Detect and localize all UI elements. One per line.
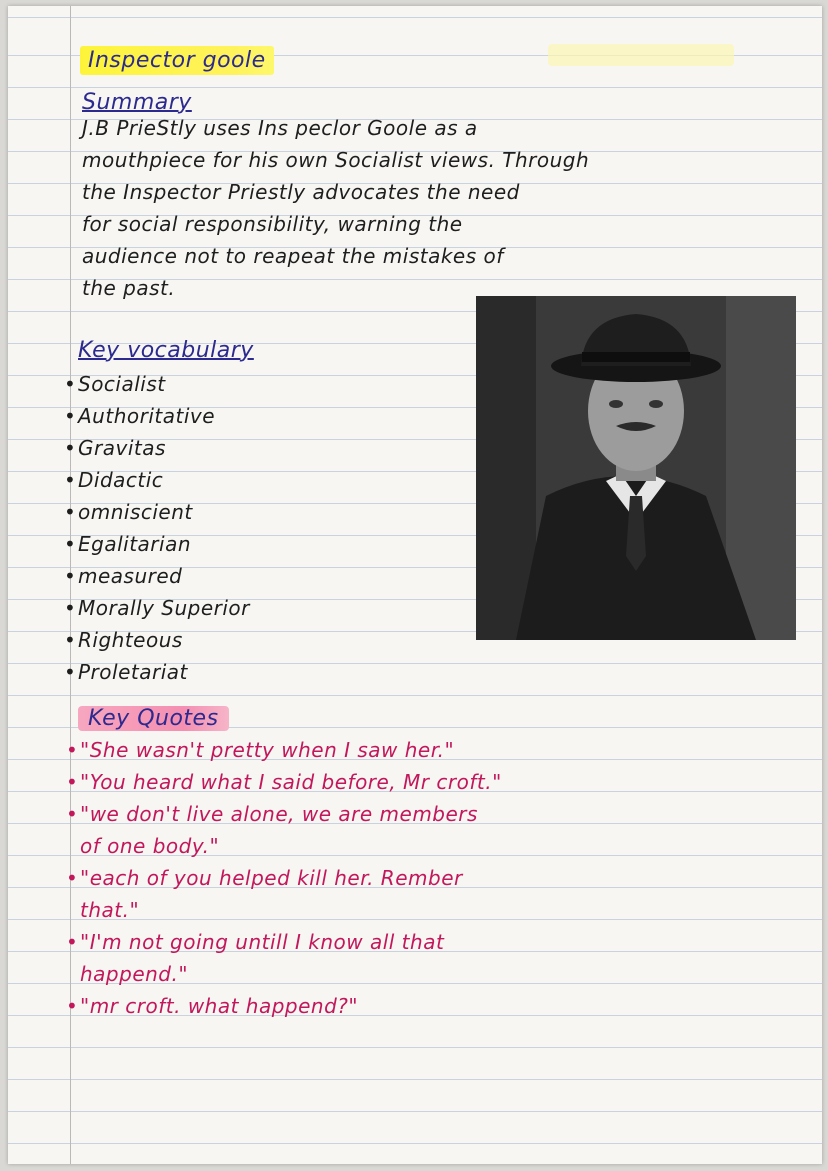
quote-line: of one body.": [80, 834, 220, 858]
man-in-hat-photo: [476, 296, 796, 640]
summary-line: the Inspector Priestly advocates the need: [82, 180, 520, 204]
quote-line: •"we don't live alone, we are members: [66, 802, 478, 826]
faint-highlight: [548, 44, 734, 66]
quote-line: •"I'm not going untill I know all that: [66, 930, 445, 954]
vocabulary-item: •Morally Superior: [64, 596, 250, 620]
quote-line: that.": [80, 898, 140, 922]
vocabulary-item: •Egalitarian: [64, 532, 192, 556]
quote-line: •"She wasn't pretty when I saw her.": [66, 738, 455, 762]
vocabulary-item: •Gravitas: [64, 436, 166, 460]
quotes-heading: Key Quotes: [78, 706, 229, 731]
summary-line: the past.: [82, 276, 176, 300]
quote-line: •"mr croft. what happend?": [66, 994, 359, 1018]
vocabulary-item: •Socialist: [64, 372, 166, 396]
vocabulary-item: •Righteous: [64, 628, 183, 652]
summary-line: audience not to reapeat the mistakes of: [82, 244, 504, 268]
summary-line: J.B PrieStly uses Ins peclor Goole as a: [82, 116, 478, 140]
vocabulary-item: •Authoritative: [64, 404, 216, 428]
vocabulary-item: •measured: [64, 564, 183, 588]
page-title: Inspector goole: [80, 46, 274, 75]
portrait-illustration: [476, 296, 796, 640]
summary-line: for social responsibility, warning the: [82, 212, 463, 236]
quote-line: •"each of you helped kill her. Rember: [66, 866, 463, 890]
quote-line: •"You heard what I said before, Mr croft.": [66, 770, 502, 794]
vocabulary-item: •Didactic: [64, 468, 164, 492]
summary-line: mouthpiece for his own Socialist views. Through: [82, 148, 590, 172]
quote-line: happend.": [80, 962, 189, 986]
vocabulary-item: •Proletariat: [64, 660, 188, 684]
vocabulary-heading: Key vocabulary: [78, 338, 254, 363]
notebook-page: [8, 6, 822, 1164]
vocabulary-item: •omniscient: [64, 500, 193, 524]
summary-heading: Summary: [82, 90, 192, 115]
